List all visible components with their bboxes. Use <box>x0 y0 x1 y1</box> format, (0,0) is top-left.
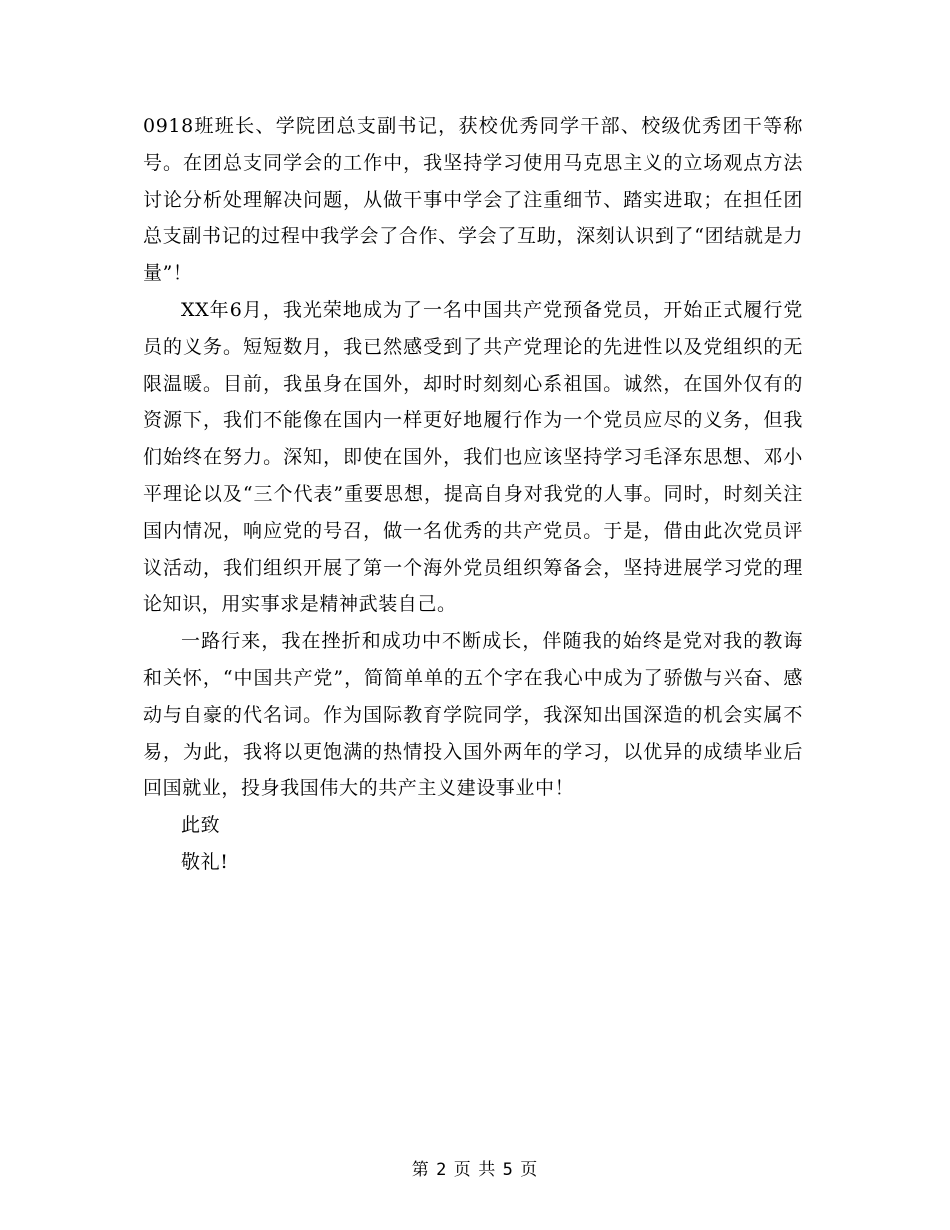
paragraph-3: 一路行来，我在挫折和成功中不断成长，伴随我的始终是党对我的教诲和关怀，“中国共产党”，简简单单的五个字在我心中成为了骄傲与兴奋、感动与自豪的代名词。作为国际教育学院同学，我深知出国深造的机会实属不易，为此，我将以更饱满的热情投入国外两年的学习，以优异的成绩毕业后回国就业，投身我国伟大的共产主义建设事业中！ <box>143 630 803 800</box>
footer-middle: 页 共 <box>453 1160 497 1180</box>
closing-salutation: 此致 <box>181 814 221 837</box>
footer-suffix: 页 <box>520 1160 539 1180</box>
closing-regards: 敬礼! <box>181 850 229 873</box>
paragraph-1: 0918班班长、学院团总支副书记，获校优秀同学干部、校级优秀团干等称号。在团总支同学会的工作中，我坚持学习使用马克思主义的立场观点方法讨论分析处理解决问题，从做干事中学会了注重细节、踏实进取；在担任团总支副书记的过程中我学会了合作、学会了互助，深刻认识到了“团结就是力量”！ <box>143 115 803 285</box>
footer-total-pages: 5 <box>502 1160 514 1180</box>
footer-current-page: 2 <box>436 1160 448 1180</box>
page-footer <box>0 1155 950 1180</box>
body-text <box>143 108 803 881</box>
footer-prefix: 第 <box>411 1160 430 1180</box>
paragraph-2: XX年6月，我光荣地成为了一名中国共产党预备党员，开始正式履行党员的义务。短短数月，我已然感受到了共产党理论的先进性以及党组织的无限温暖。目前，我虽身在国外，却时时刻刻心系祖国。诚然，在国外仅有的资源下，我们不能像在国内一样更好地履行作为一个党员应尽的义务，但我们始终在努力。深知，即使在国外，我们也应该坚持学习毛泽东思想、邓小平理论以及“三个代表”重要思想，提高自身对我党的人事。同时，时刻关注国内情况，响应党的号召，做一名优秀的共产党员。于是，借由此次党员评议活动，我们组织开展了第一个海外党员组织筹备会，坚持进展学习党的理论知识，用实事求是精神武装自己。 <box>143 298 803 616</box>
